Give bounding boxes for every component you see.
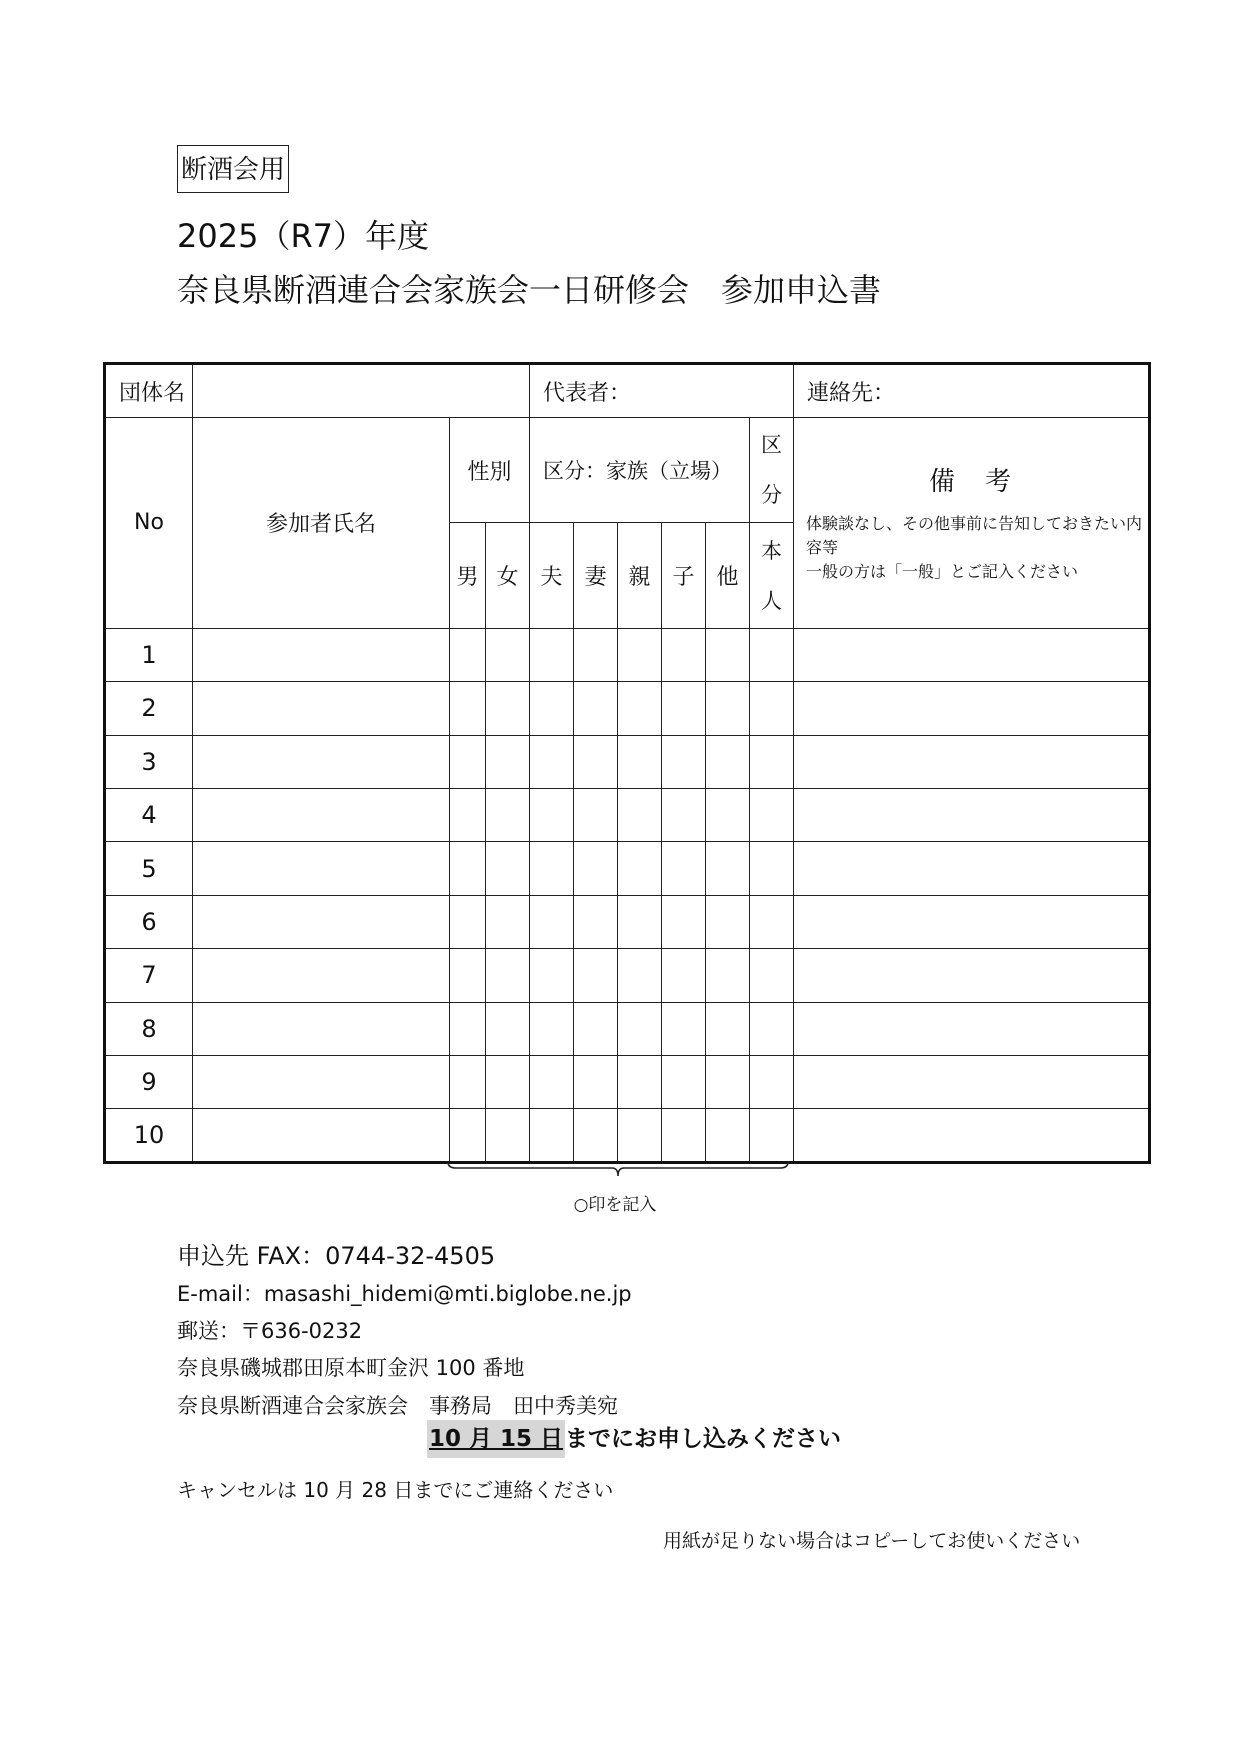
husband-cell[interactable]: [530, 1109, 574, 1163]
parent-cell[interactable]: [618, 842, 662, 895]
other-cell[interactable]: [706, 628, 750, 681]
male-cell[interactable]: [450, 1056, 486, 1109]
contact-field[interactable]: 連絡先：: [794, 364, 1150, 418]
self-cell[interactable]: [750, 788, 794, 841]
other-cell[interactable]: [706, 788, 750, 841]
male-cell[interactable]: [450, 628, 486, 681]
male-cell[interactable]: [450, 842, 486, 895]
child-cell[interactable]: [662, 1056, 706, 1109]
husband-cell[interactable]: [530, 842, 574, 895]
other-cell[interactable]: [706, 1109, 750, 1163]
parent-cell[interactable]: [618, 949, 662, 1002]
remarks-header: [794, 418, 1150, 629]
name-cell[interactable]: [193, 949, 450, 1002]
wife-cell[interactable]: [574, 628, 618, 681]
child-cell[interactable]: [662, 628, 706, 681]
male-cell[interactable]: [450, 682, 486, 735]
wife-cell[interactable]: [574, 1002, 618, 1055]
husband-cell[interactable]: [530, 895, 574, 948]
female-cell[interactable]: [486, 788, 530, 841]
row-number: 5: [105, 842, 193, 895]
other-cell[interactable]: [706, 949, 750, 1002]
husband-cell[interactable]: [530, 1002, 574, 1055]
brace-mark: [446, 1160, 796, 1190]
other-cell[interactable]: [706, 1056, 750, 1109]
wife-cell[interactable]: [574, 682, 618, 735]
row-number: 1: [105, 628, 193, 681]
table-row: [105, 842, 1150, 895]
group-name-field[interactable]: [193, 364, 530, 418]
remarks-cell[interactable]: [794, 949, 1150, 1002]
husband-cell[interactable]: [530, 735, 574, 788]
table-row: [105, 1109, 1150, 1163]
female-cell[interactable]: [486, 842, 530, 895]
other-cell[interactable]: [706, 1002, 750, 1055]
name-cell[interactable]: [193, 1002, 450, 1055]
gender-header: 性別: [450, 418, 530, 523]
other-cell[interactable]: [706, 682, 750, 735]
child-cell[interactable]: [662, 1002, 706, 1055]
table-row: [105, 1002, 1150, 1055]
self-cell[interactable]: [750, 1109, 794, 1163]
husband-cell[interactable]: [530, 788, 574, 841]
remarks-note: 体験談なし、その他事前に告知しておきたい内容等: [806, 514, 1143, 558]
parent-cell[interactable]: [618, 895, 662, 948]
male-cell[interactable]: [450, 735, 486, 788]
male-cell[interactable]: [450, 1109, 486, 1163]
male-cell[interactable]: [450, 895, 486, 948]
self-header: 本 人: [750, 523, 794, 628]
name-cell[interactable]: [193, 842, 450, 895]
fax-line: 申込先 FAX：0744-32-4505: [177, 1242, 496, 1270]
child-cell[interactable]: [662, 949, 706, 1002]
deadline-notice: [427, 1420, 841, 1453]
group-label: 団体名: [105, 364, 193, 418]
child-cell[interactable]: [662, 1109, 706, 1163]
self-cell[interactable]: [750, 735, 794, 788]
wife-cell[interactable]: [574, 1109, 618, 1163]
post-line: 郵送：〒636-0232: [177, 1319, 363, 1343]
self-category-header: 区 分: [750, 418, 794, 523]
husband-cell[interactable]: [530, 1056, 574, 1109]
remarks-title: 備 考: [929, 467, 1014, 498]
table-row: [105, 1056, 1150, 1109]
child-cell[interactable]: [662, 788, 706, 841]
husband-header: 夫: [530, 523, 574, 628]
email-line: E-mail：masashi_hidemi@mti.biglobe.ne.jp: [177, 1282, 632, 1306]
self-cell[interactable]: [750, 1002, 794, 1055]
husband-cell[interactable]: [530, 949, 574, 1002]
female-cell[interactable]: [486, 628, 530, 681]
row-number: 3: [105, 735, 193, 788]
child-header: 子: [662, 523, 706, 628]
name-cell[interactable]: [193, 1056, 450, 1109]
child-cell[interactable]: [662, 842, 706, 895]
wife-cell[interactable]: [574, 735, 618, 788]
address-line: 奈良県磯城郡田原本町金沢 100 番地: [177, 1356, 525, 1380]
parent-cell[interactable]: [618, 682, 662, 735]
name-header: 参加者氏名: [193, 418, 450, 629]
wife-cell[interactable]: [574, 895, 618, 948]
wife-cell[interactable]: [574, 1056, 618, 1109]
table-row: [105, 735, 1150, 788]
child-cell[interactable]: [662, 735, 706, 788]
remarks-cell[interactable]: [794, 1109, 1150, 1163]
wife-cell[interactable]: [574, 788, 618, 841]
female-cell[interactable]: [486, 1109, 530, 1163]
self-cell[interactable]: [750, 628, 794, 681]
other-cell[interactable]: [706, 842, 750, 895]
parent-cell[interactable]: [618, 1056, 662, 1109]
family-role-header: 区分：家族（立場）: [530, 418, 750, 523]
male-header: 男: [450, 523, 486, 628]
female-cell[interactable]: [486, 895, 530, 948]
row-number: 2: [105, 682, 193, 735]
fiscal-year: 2025（R7）年度: [177, 217, 430, 255]
remarks-cell[interactable]: [794, 682, 1150, 735]
form-title: 奈良県断酒連合会家族会一日研修会 参加申込書: [177, 271, 882, 309]
parent-cell[interactable]: [618, 1109, 662, 1163]
parent-cell[interactable]: [618, 1002, 662, 1055]
female-cell[interactable]: [486, 949, 530, 1002]
remarks-cell[interactable]: [794, 895, 1150, 948]
header-row-1: [105, 418, 1150, 523]
table-row: [105, 949, 1150, 1002]
self-cell[interactable]: [750, 682, 794, 735]
self-cell[interactable]: [750, 895, 794, 948]
deadline-date: 10 月 15 日: [427, 1420, 565, 1458]
remarks-cell[interactable]: [794, 735, 1150, 788]
remarks-cell[interactable]: [794, 842, 1150, 895]
representative-field[interactable]: 代表者：: [530, 364, 794, 418]
self-cell[interactable]: [750, 949, 794, 1002]
husband-cell[interactable]: [530, 682, 574, 735]
female-cell[interactable]: [486, 1056, 530, 1109]
other-cell[interactable]: [706, 735, 750, 788]
female-cell[interactable]: [486, 682, 530, 735]
row-number: 4: [105, 788, 193, 841]
wife-cell[interactable]: [574, 949, 618, 1002]
row-number: 10: [105, 1109, 193, 1163]
row-number: 9: [105, 1056, 193, 1109]
female-cell[interactable]: [486, 735, 530, 788]
office-line: 奈良県断酒連合会家族会 事務局 田中秀美宛: [177, 1394, 618, 1418]
copy-note: 用紙が足りない場合はコピーしてお使いください: [663, 1530, 1081, 1552]
name-cell[interactable]: [193, 788, 450, 841]
cancel-note: キャンセルは 10 月 28 日までにご連絡ください: [177, 1478, 614, 1502]
mark-instruction: ○印を記入: [573, 1195, 657, 1215]
parent-cell[interactable]: [618, 735, 662, 788]
remarks-cell[interactable]: [794, 788, 1150, 841]
male-cell[interactable]: [450, 788, 486, 841]
table-row: [105, 788, 1150, 841]
name-cell[interactable]: [193, 1109, 450, 1163]
self-cell[interactable]: [750, 842, 794, 895]
female-header: 女: [486, 523, 530, 628]
other-cell[interactable]: [706, 895, 750, 948]
wife-header: 妻: [574, 523, 618, 628]
application-table: [103, 362, 1151, 1164]
group-info-row: [105, 364, 1150, 418]
male-cell[interactable]: [450, 949, 486, 1002]
table-row: [105, 895, 1150, 948]
usage-tag: 断酒会用: [177, 145, 289, 193]
name-cell[interactable]: [193, 682, 450, 735]
name-cell[interactable]: [193, 628, 450, 681]
remarks-cell[interactable]: [794, 628, 1150, 681]
table-row: [105, 682, 1150, 735]
remarks-cell[interactable]: [794, 1056, 1150, 1109]
row-number: 6: [105, 895, 193, 948]
table-row: [105, 628, 1150, 681]
female-cell[interactable]: [486, 1002, 530, 1055]
husband-cell[interactable]: [530, 628, 574, 681]
remarks-note-general: 一般の方は「一般」とご記入ください: [806, 562, 1079, 582]
parent-cell[interactable]: [618, 788, 662, 841]
name-cell[interactable]: [193, 895, 450, 948]
wife-cell[interactable]: [574, 842, 618, 895]
row-number: 8: [105, 1002, 193, 1055]
remarks-cell[interactable]: [794, 1002, 1150, 1055]
child-cell[interactable]: [662, 895, 706, 948]
self-cell[interactable]: [750, 1056, 794, 1109]
name-cell[interactable]: [193, 735, 450, 788]
child-cell[interactable]: [662, 682, 706, 735]
male-cell[interactable]: [450, 1002, 486, 1055]
parent-cell[interactable]: [618, 628, 662, 681]
no-header: No: [105, 418, 193, 629]
deadline-text: までにお申し込みください: [565, 1426, 842, 1452]
other-header: 他: [706, 523, 750, 628]
row-number: 7: [105, 949, 193, 1002]
parent-header: 親: [618, 523, 662, 628]
participant-rows: [105, 628, 1150, 1162]
